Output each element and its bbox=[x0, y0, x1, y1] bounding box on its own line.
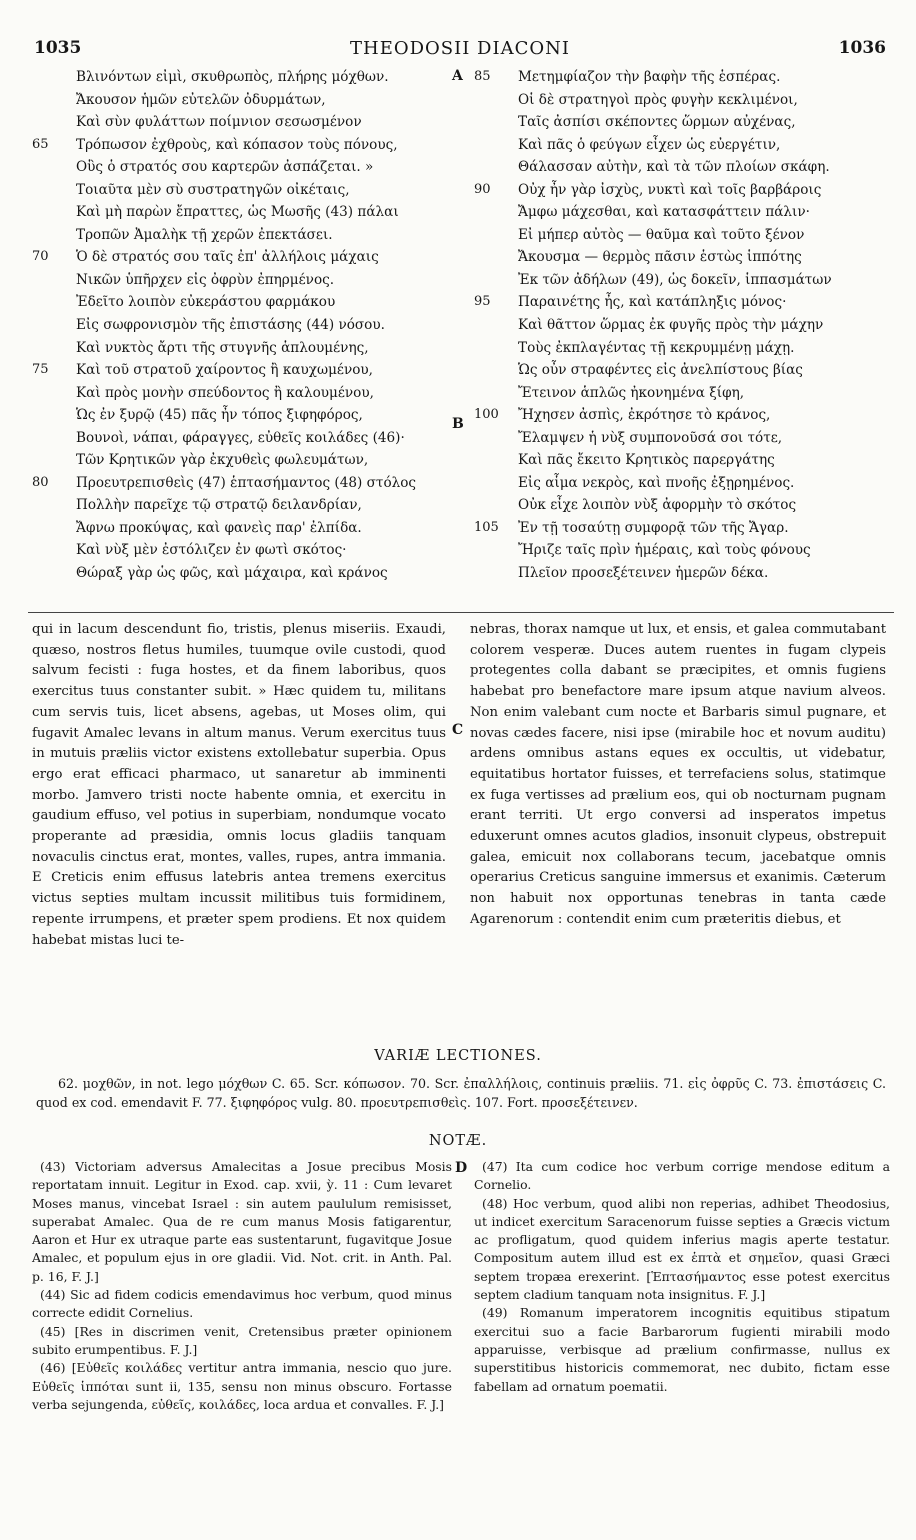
verse-line bbox=[474, 134, 890, 157]
verse-text: Οἱ δὲ στρατηγοὶ πρὸς φυγὴν κεκλιμένοι, bbox=[518, 91, 798, 108]
margin-marker-a: A bbox=[452, 68, 463, 84]
verse-text: Καὶ πᾶς ἔκειτο Κρητικὸς παρεργάτης bbox=[518, 452, 775, 469]
verse-line bbox=[474, 314, 890, 337]
verse-line bbox=[32, 314, 452, 337]
verse-text: Θώραξ γὰρ ὡς φῶς, καὶ μάχαιρα, καὶ κράνος bbox=[76, 565, 388, 582]
verse-text: Παραινέτης ἦς, καὶ κατάπληξις μόνος· bbox=[518, 294, 787, 311]
verse-line bbox=[474, 359, 890, 382]
verse-line bbox=[474, 179, 890, 202]
verse-line bbox=[474, 382, 890, 405]
verse-text: Πολλὴν παρεῖχε τῷ στρατῷ δειλανδρίαν, bbox=[76, 497, 362, 514]
note-43: (43) Victoriam adversus Amalecitas a Josue precibus Mosis reportatam innuit. Legitur in Exod. cap. xvii, ỳ. 11 : Cum levaret Moses manus, vincebat Israel : sin autem paululum remisisset, superabat Amalec. Qua de re cum manus Mosis fatigarentur, Aaron et Hur ex utraque parte eas sustentarunt, fugavitque Josue Amalec, et populum ejus in ore gladii. Vid. Not. crit. in Anth. Pal. p. 16, F. J.] bbox=[32, 1159, 452, 1284]
note-46: (46) [Εὐθεῖς κοιλάδες vertitur antra immania, nescio quo jure. Εὐθεῖς ἱππόται sunt ii, 135, sensu non minus obscuro. Fortasse verba sejungenda, εὐθεῖς, κοιλάδες, loca ardua et convalles. F. J.] bbox=[32, 1360, 452, 1412]
notes-right-column bbox=[474, 1158, 890, 1396]
verse-text: Ἄκουσον ἡμῶν εὐτελῶν ὀδυρμάτων, bbox=[76, 91, 326, 108]
variae-lectiones-text: 62. μοχθῶν, in not. lego μόχθων C. 65. Scr. κόπωσον. 70. Scr. ἐπαλλήλοις, continuis præliis. 71. εἰς ὀφρῦς C. 73. ἐπιστάσεις C. quod ex cod. emendavit F. 77. ξιφηφόρος vulg. 80. προευτρεπισθεὶς. 107. Fort. προσεξέτεινεν. bbox=[36, 1076, 886, 1110]
verse-line bbox=[474, 246, 890, 269]
variae-lectiones bbox=[36, 1074, 886, 1112]
verse-text: Καὶ μὴ παρὼν ἔπραττες, ὡς Μωσῆς (43) πάλαι bbox=[76, 204, 399, 221]
verse-text: Ἄκουσμα — θερμὸς πᾶσιν ἑστὼς ἱππότης bbox=[518, 249, 802, 266]
verse-line bbox=[474, 472, 890, 495]
verse-text: Ἄμφω μάχεσθαι, καὶ κατασφάττειν πάλιν· bbox=[518, 204, 810, 221]
greek-verse-left-column bbox=[32, 66, 452, 585]
verse-line bbox=[32, 427, 452, 450]
verse-text: Ἄφνω προκύψας, καὶ φανεὶς παρ' ἐλπίδα. bbox=[76, 519, 362, 536]
verse-text: Εἰ μήπερ αὐτὸς — θαῦμα καὶ τοῦτο ξένον bbox=[518, 226, 805, 243]
verse-line bbox=[32, 494, 452, 517]
verse-line bbox=[474, 494, 890, 517]
verse-line bbox=[32, 224, 452, 247]
verse-number: 65 bbox=[32, 136, 49, 152]
verse-text: Μετημφίαζον τὴν βαφὴν τῆς ἑσπέρας. bbox=[518, 69, 781, 85]
verse-text: Τρόπωσον ἐχθροὺς, καὶ κόπασον τοὺς πόνους, bbox=[76, 136, 398, 153]
notes-left-column bbox=[32, 1158, 452, 1414]
greek-verse-right-column bbox=[474, 66, 890, 585]
page-header bbox=[34, 38, 886, 62]
verse-text: Τοιαῦτα μὲν σὺ συστρατηγῶν οἰκέταις, bbox=[76, 181, 350, 198]
verse-text: Ἔλαμψεν ἡ νὺξ συμπονοῦσά σοι τότε, bbox=[518, 429, 783, 446]
verse-text: Καὶ νὺξ μὲν ἐστόλιζεν ἐν φωτὶ σκότος· bbox=[76, 542, 347, 559]
verse-line bbox=[474, 66, 890, 89]
verse-text: Ταῖς ἀσπίσι σκέποντες ὥρμων αὐχένας, bbox=[518, 114, 796, 131]
verse-text: Τοὺς ἐκπλαγέντας τῇ κεκρυμμένῃ μάχῃ. bbox=[518, 339, 795, 356]
verse-number: 95 bbox=[474, 294, 491, 310]
verse-line bbox=[32, 562, 452, 585]
verse-line bbox=[474, 156, 890, 179]
verse-line bbox=[32, 134, 452, 157]
verse-text: Πλεῖον προσεξέτεινεν ἡμερῶν δέκα. bbox=[518, 565, 769, 582]
latin-translation-left bbox=[32, 620, 446, 951]
verse-line bbox=[474, 224, 890, 247]
verse-line bbox=[474, 89, 890, 112]
verse-line bbox=[32, 404, 452, 427]
notae-heading: NOTÆ. bbox=[428, 1133, 488, 1149]
verse-line bbox=[32, 201, 452, 224]
note-47: (47) Ita cum codice hoc verbum corrige mendose editum a Cornelio. bbox=[474, 1159, 890, 1193]
verse-line bbox=[32, 89, 452, 112]
verse-text: Ὡς οὖν στραφέντες εἰς ἀνελπίστους βίας bbox=[518, 362, 803, 379]
note-48: (48) Hoc verbum, quod alibi non reperias, adhibet Theodosius, ut indicet exercitum Saracenorum fuisse septies a Græcis victum ac profligatum, quod quidem inferius magis aperte testatur. Compositum autem illud est ex ἑπτὰ et σημεῖον, quasi Græci septem tropæa erexerint. [Ἑπτασήμαντος esse potest exercitus septem cladium tanquam nota insignitus. F. J.] bbox=[474, 1195, 890, 1303]
verse-line bbox=[474, 562, 890, 585]
verse-line bbox=[32, 337, 452, 360]
verse-line bbox=[32, 359, 452, 382]
verse-text: Ἐν τῇ τοσαύτῃ συμφορᾷ τῶν τῆς Ἄγαρ. bbox=[518, 519, 789, 536]
verse-number: 75 bbox=[32, 362, 49, 378]
margin-marker-b: B bbox=[452, 416, 464, 432]
variae-lectiones-heading: VARIÆ LECTIONES. bbox=[374, 1048, 542, 1064]
verse-text: Καὶ πρὸς μονὴν σπεύδοντος ἢ καλουμένου, bbox=[76, 384, 374, 401]
verse-line bbox=[32, 269, 452, 292]
verse-text: Εἰς αἷμα νεκρὸς, καὶ πνοῆς ἐξῃρημένος. bbox=[518, 474, 795, 491]
verse-line bbox=[474, 291, 890, 314]
page-number-right: 1036 bbox=[838, 38, 886, 58]
verse-text: Νικῶν ὑπῆρχεν εἰς ὀφρὺν ἐπηρμένος. bbox=[76, 271, 335, 288]
verse-text: Οὐκ εἶχε λοιπὸν νὺξ ἀφορμὴν τὸ σκότος bbox=[518, 497, 797, 514]
verse-text: Οὐχ ἦν γὰρ ἰσχὺς, νυκτὶ καὶ τοῖς βαρβάροις bbox=[518, 181, 822, 198]
verse-line bbox=[474, 449, 890, 472]
verse-number: 100 bbox=[474, 407, 499, 423]
verse-text: Ἔτεινον ἁπλῶς ἠκονημένα ξίφη, bbox=[518, 384, 745, 401]
verse-line bbox=[474, 539, 890, 562]
verse-line bbox=[474, 111, 890, 134]
verse-text: Προευτρεπισθεὶς (47) ἑπτασήμαντος (48) στόλος bbox=[76, 474, 417, 491]
verse-line bbox=[474, 201, 890, 224]
note-45: (45) [Res in discrimen venit, Cretensibus præter opinionem subito erumpentibus. F. J.] bbox=[32, 1323, 452, 1357]
verse-text: Ἤχησεν ἀσπὶς, ἐκρότησε τὸ κράνος, bbox=[518, 407, 771, 424]
verse-text: Ὡς ἐν ξυρῷ (45) πᾶς ἦν τόπος ξιφηφόρος, bbox=[76, 407, 363, 424]
verse-text: Καὶ πᾶς ὁ φεύγων εἶχεν ὡς εὐεργέτιν, bbox=[518, 136, 781, 153]
verse-line bbox=[474, 517, 890, 540]
verse-text: Ἐδεῖτο λοιπὸν εὐκεράστου φαρμάκου bbox=[76, 294, 336, 311]
note-44: (44) Sic ad fidem codicis emendavimus hoc verbum, quod minus correcte edidit Cornelius. bbox=[32, 1287, 452, 1321]
verse-text: Τροπῶν Ἀμαλὴκ τῇ χερῶν ἐπεκτάσει. bbox=[76, 226, 333, 243]
verse-text: Βλινόντων εἰμὶ, σκυθρωπὸς, πλήρης μόχθων. bbox=[76, 69, 389, 85]
verse-line bbox=[32, 291, 452, 314]
verse-number: 80 bbox=[32, 474, 49, 490]
latin-translation-right bbox=[470, 620, 886, 931]
latin-paragraph-right: nebras, thorax namque ut lux, et ensis, et galea commutabant colorem vesperæ. Duces autem ruentes in fugam clypeis protegentes colla dabant se præcipites, et omnis fugiens habebat pro benefactore mare ipsum atque navium alveos. Non enim valebant cum nocte et Barbaris simul pugnare, et novas cædes facere, nisi ipse (mirabile hoc et novum auditu) ardens omnibus astans eques ex occultis, ut videbatur, equitatibus hortator fuisses, et terrefaciens solus, statimque ex fuga vertisses ad prælium eos, qui ob nocturnam pugnam erant territi. Ut ergo conversi ad insperatos impetus eduxerunt omnes acutos gladios, insonuit clypeus, obstrepuit galea, emicuit nox collaborans tecum, jacebatque omnis operarius Creticus sanguine immersus et exanimis. Cæterum non habuit nox opportunas tenebras in tanta cæde Agarenorum : contendit enim cum præteritis diebus, et bbox=[470, 622, 886, 927]
verse-text: Ὁ δὲ στρατός σου ταῖς ἐπ' ἀλλήλοις μάχαις bbox=[76, 249, 379, 266]
verse-line bbox=[474, 337, 890, 360]
verse-text: Καὶ τοῦ στρατοῦ χαίροντος ἢ καυχωμένου, bbox=[76, 362, 373, 379]
margin-marker-c: C bbox=[452, 722, 464, 738]
verse-line bbox=[32, 111, 452, 134]
verse-text: Βουνοὶ, νάπαι, φάραγγες, εὐθεῖς κοιλάδες (46)· bbox=[76, 429, 405, 446]
verse-text: Εἰς σωφρονισμὸν τῆς ἐπιστάσης (44) νόσου. bbox=[76, 317, 385, 334]
verse-text: Ἤριζε ταῖς πρὶν ἡμέραις, καὶ τοὺς φόνους bbox=[518, 542, 811, 559]
page-number-left: 1035 bbox=[34, 38, 82, 58]
verse-text: Θάλασσαν αὐτὴν, καὶ τὰ τῶν πλοίων σκάφη. bbox=[518, 159, 830, 176]
note-49: (49) Romanum imperatorem incognitis equitibus stipatum exercitui suo a facie Barbarorum fugienti mirabili modo apparuisse, verbisque ad prælium confirmasse, nullus ex superstitibus historicis commemorat, nec dubito, fictam esse fabellam ad ornatum poematii. bbox=[474, 1305, 890, 1394]
verse-text: Ἐκ τῶν ἀδήλων (49), ὡς δοκεῖν, ἱππασμάτων bbox=[518, 271, 832, 288]
verse-line bbox=[32, 539, 452, 562]
running-title: THEODOSII DIACONI bbox=[350, 38, 570, 59]
verse-text: Οὓς ὁ στρατός σου καρτερῶν ἀσπάζεται. » bbox=[76, 159, 374, 176]
verse-text: Τῶν Κρητικῶν γὰρ ἐκχυθεὶς φωλευμάτων, bbox=[76, 452, 369, 469]
verse-line bbox=[32, 382, 452, 405]
verse-number: 90 bbox=[474, 181, 491, 197]
verse-line bbox=[32, 246, 452, 269]
verse-line bbox=[32, 449, 452, 472]
margin-marker-d: D bbox=[455, 1160, 468, 1176]
verse-line bbox=[474, 427, 890, 450]
verse-line bbox=[32, 472, 452, 495]
verse-line bbox=[32, 156, 452, 179]
verse-line bbox=[32, 66, 452, 89]
verse-line bbox=[474, 269, 890, 292]
section-divider bbox=[28, 612, 894, 613]
verse-number: 70 bbox=[32, 249, 49, 265]
verse-number: 105 bbox=[474, 519, 499, 535]
verse-number: 85 bbox=[474, 69, 491, 84]
verse-line bbox=[32, 517, 452, 540]
verse-line bbox=[32, 179, 452, 202]
verse-text: Καὶ θᾶττον ὥρμας ἐκ φυγῆς πρὸς τὴν μάχην bbox=[518, 317, 824, 334]
verse-line bbox=[474, 404, 890, 427]
verse-text: Καὶ νυκτὸς ἄρτι τῆς στυγνῆς ἁπλουμένης, bbox=[76, 339, 369, 356]
verse-text: Καὶ σὺν φυλάττων ποίμνιον σεσωσμένον bbox=[76, 114, 362, 131]
latin-paragraph-left: qui in lacum descendunt fio, tristis, plenus miseriis. Exaudi, quæso, nostros fletus humiles, tuumque ovile custodi, quod salvum fecisti : fuga hostes, et da finem laboribus, quos exercitus tuus constanter subit. » Hæc quidem tu, militans cum servis tuis, licet absens, agebas, ut Moses olim, qui fugavit Amalec levans in altum manus. Verum exercitus tuus in mutuis præliis victor existens extollebatur superbia. Opus ergo erat efficaci pharmaco, ut sanaretur ab imminenti morbo. Jamvero tristi nocte habente omnia, et exercitu in gaudium effuso, vel potius in superbiam, nondumque vocato properante ad præsidia, omnis locus gladiis tanquam novaculis cinctus erat, montes, valles, rupes, antra immania. E Creticis enim effusus latebris antea tremens exercitus victus septies multam incussit militibus tuis formidinem, repente irrumpens, et præter spem prodiens. Et nox quidem habebat mistas luci te- bbox=[32, 622, 446, 948]
